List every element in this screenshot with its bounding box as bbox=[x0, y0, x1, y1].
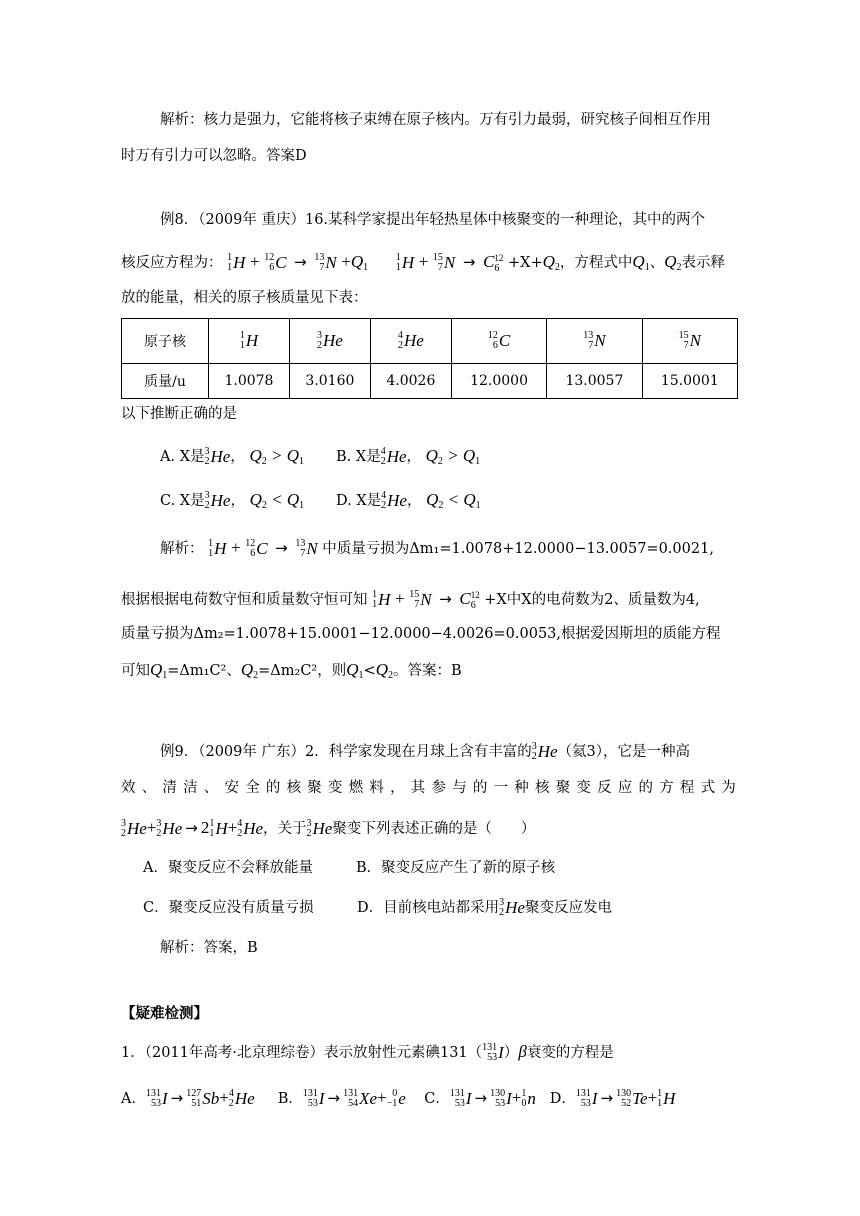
table-row bbox=[122, 364, 738, 399]
analysis-line-1: 解析： 1 1 H + 12 6 C → 13 7 N 中质量亏损为Δm₁=1.0078+12.0000−13.0057=0.0021, bbox=[160, 538, 714, 559]
analysis-line-4: 可知$Q_1=\Delta m_1C^2$、$Q_2=\Delta m_2C^2$，则$Q_1<Q_2$。答案：B bbox=[121, 660, 462, 681]
table-cell: 12 6 C bbox=[451, 319, 546, 364]
option-d: D. X是 4 2 He， $Q_2 < Q_1$ bbox=[336, 490, 481, 511]
question-1-options: A． 131 53 I → 127 51 Sb+ 4 2 He B． 131 53 I → 131 54 Xe+ 0 −1 e C． 131 53 I → 130 53 I+ 1 0 n D． 131 53 I → 130 52 Te+ 1 1 H bbox=[121, 1088, 676, 1109]
option-b: B. X是 4 2 He， $Q_2 > Q_1$ bbox=[336, 446, 481, 467]
ex9-option-c: C．聚变反应没有质量亏损 bbox=[143, 900, 314, 916]
option-a: A. X是 3 2 He， $Q_2 > Q_1$ bbox=[160, 446, 304, 467]
table-cell: 3.0160 bbox=[289, 364, 370, 399]
table-cell: 1.0078 bbox=[209, 364, 290, 399]
analysis-text: 时万有引力可以忽略。答案D bbox=[121, 148, 307, 164]
analysis-line-2: 根据根据电荷数守恒和质量数守恒可知 1 1 H + 15 7 $N \to C_6^{12} +X$中X的电荷数为2、质量数为4, bbox=[121, 589, 700, 611]
analysis-text: 解析：核力是强力，它能将核子束缚在原子核内。万有引力最弱，研究核子间相互作用 bbox=[160, 112, 711, 128]
analysis-line-3: 质量亏损为Δm₂=1.0078+15.0001−12.0000−4.0026=0.0053,根据爱因斯坦的质能方程 bbox=[121, 626, 721, 642]
table-cell: 4 2 He bbox=[370, 319, 451, 364]
example-9-line1: 例9．（2009年 广东）2．科学家发现在月球上含有丰富的 3 2 He（氦3），它是一种高 bbox=[160, 741, 691, 762]
table-cell: 15.0001 bbox=[642, 364, 737, 399]
table-cell: 13 7 N bbox=[547, 319, 642, 364]
ex9-option-a: A．聚变反应不会释放能量 bbox=[143, 860, 313, 876]
table-cell: 12.0000 bbox=[451, 364, 546, 399]
example-9-line3: 3 2 He+ 3 2 He → 2 1 1 H+ 4 2 He，关于 3 2 He聚变下列表述正确的是（ ） bbox=[121, 818, 536, 839]
table-cell: 3 2 He bbox=[289, 319, 370, 364]
section-title: 【疑难检测】 bbox=[121, 1005, 208, 1022]
option-c: C. X是 3 2 He， $Q_2 < Q_1$ bbox=[160, 490, 305, 511]
question-text: 以下推断正确的是 bbox=[121, 406, 237, 422]
example-8-line3: 放的能量，相关的原子核质量见下表： bbox=[121, 290, 368, 306]
nuclear-mass-table bbox=[121, 318, 738, 399]
ex9-option-d: D．目前核电站都采用 3 2 He聚变反应发电 bbox=[357, 897, 612, 918]
ex9-analysis: 解析：答案，B bbox=[160, 940, 258, 956]
table-cell: 4.0026 bbox=[370, 364, 451, 399]
example-8-equations: 核反应方程为： 1 1 H + 12 6 C → 13 7 $N +Q_1$ 1 1 H + 15 7 $N \to C_6^{12} +X+Q_2$，方程式中$Q_1$、$Q_2$表示释 bbox=[121, 252, 725, 274]
ex9-option-b: B．聚变反应产生了新的原子核 bbox=[356, 860, 556, 876]
table-cell: 1 1 H bbox=[209, 319, 290, 364]
table-row bbox=[122, 319, 738, 364]
question-1: 1．（2011年高考·北京理综卷）表示放射性元素碘131（ 131 53 I）β衰变的方程是 bbox=[121, 1042, 614, 1063]
table-cell: 13.0057 bbox=[547, 364, 642, 399]
table-cell: 15 7 N bbox=[642, 319, 737, 364]
table-header-label: 原子核 bbox=[122, 319, 209, 364]
example-9-line2: 效、清洁、安全的核聚变燃料，其参与的一种核聚变反应的方程式为 bbox=[121, 780, 742, 796]
example-8-title: 例8．（2009年 重庆）16.某科学家提出年轻热星体中核聚变的一种理论，其中的两个 bbox=[160, 212, 706, 228]
table-row-label: 质量/u bbox=[122, 364, 209, 399]
